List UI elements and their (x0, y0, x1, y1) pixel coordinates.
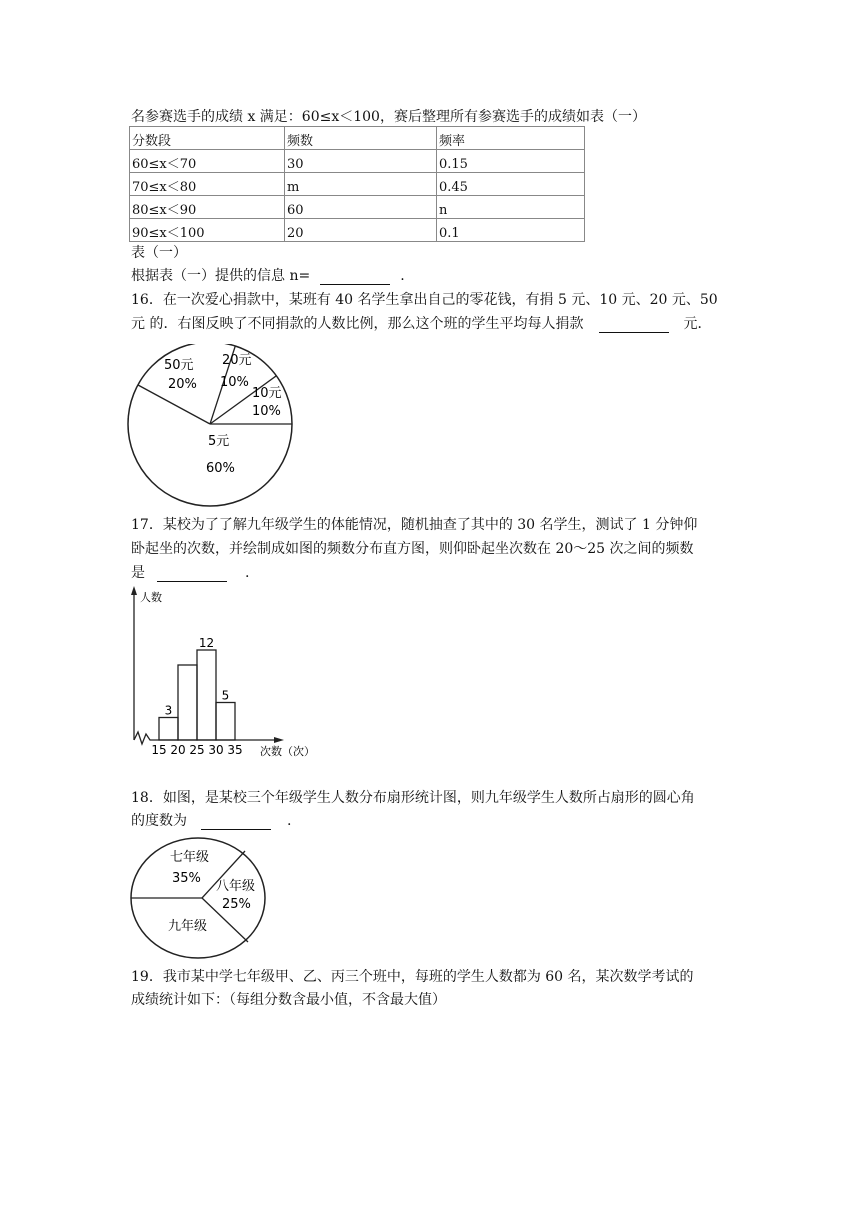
q17-line1: 17．某校为了了解九年级学生的体能情况，随机抽查了其中的 30 名学生，测试了 1 分钟仰 (131, 517, 698, 533)
y-axis-arrow (131, 586, 137, 595)
table-header-cell: 频数 (285, 127, 437, 150)
q17-line3-text: 是 (131, 565, 145, 581)
slice-percent-grade8: 25% (222, 897, 251, 912)
slice-percent-5: 60% (206, 461, 235, 476)
q18-line2-text: 的度数为 (131, 813, 187, 829)
q16-end: 元． (683, 316, 712, 332)
table-cell: n (437, 196, 585, 219)
table-header-cell: 分数段 (130, 127, 285, 150)
answer-blank (201, 815, 271, 830)
table-cell: 0.45 (437, 173, 585, 196)
slice-label-10: 10元 (252, 386, 282, 401)
slice-percent-grade7: 35% (172, 871, 201, 886)
q15-question-text: 根据表（一）提供的信息 n= (131, 268, 311, 284)
q18-line1: 18．如图，是某校三个年级学生人数分布扇形统计图，则九年级学生人数所占扇形的圆心角 (131, 790, 695, 806)
q15-question (131, 267, 405, 285)
donation-pie-chart (126, 344, 298, 512)
q15-end: . (400, 268, 405, 284)
table-row (130, 150, 585, 173)
table-header-row (130, 127, 585, 150)
q17-end: . (245, 565, 250, 581)
bar-value-label: 12 (198, 636, 215, 650)
y-axis-label: 人数 (140, 591, 162, 604)
answer-blank (157, 567, 227, 582)
histogram-bar (216, 703, 235, 741)
x-axis-arrow (274, 737, 284, 743)
table-cell: 60 (285, 196, 437, 219)
bar-value-label: 5 (221, 688, 230, 703)
table-row (130, 173, 585, 196)
answer-blank (320, 270, 390, 285)
table-cell: 70≤x＜80 (130, 173, 285, 196)
slice-label-grade9: 九年级 (168, 919, 208, 934)
table-caption: 表（一） (131, 245, 187, 261)
x-tick-label: 35 (227, 743, 243, 757)
pie-outline (128, 344, 292, 506)
table-cell: 0.15 (437, 150, 585, 173)
slice-percent-10: 10% (252, 404, 281, 419)
q19-line1: 19．我市某中学七年级甲、乙、丙三个班中，每班的学生人数都为 60 名，某次数学考试的 (131, 969, 694, 985)
table-cell: 80≤x＜90 (130, 196, 285, 219)
frequency-table (129, 126, 585, 242)
table-cell: 30 (285, 150, 437, 173)
q17-line2: 卧起坐的次数，并绘制成如图的频数分布直方图，则仰卧起坐次数在 20～25 次之间的频数 (131, 541, 694, 557)
q15-intro: 名参赛选手的成绩 x 满足：60≤x＜100，赛后整理所有参赛选手的成绩如表（一） (131, 109, 646, 125)
q18-end: . (287, 813, 292, 829)
bar-value-label: 3 (164, 703, 173, 718)
slice-label-grade8: 八年级 (216, 879, 256, 894)
grade-pie-chart (128, 836, 268, 962)
q16-line2 (131, 315, 711, 333)
x-tick-label: 25 (189, 743, 205, 757)
q16-line1: 16．在一次爱心捐款中，某班有 40 名学生拿出自己的零花钱，有捐 5 元、10 元、20 元、50 (131, 292, 718, 308)
x-tick-label: 20 (170, 743, 186, 757)
slice-label-grade7: 七年级 (170, 850, 210, 865)
slice-percent-20: 10% (220, 375, 249, 390)
table-cell: 0.1 (437, 219, 585, 242)
x-axis-label: 次数（次） (260, 745, 315, 758)
q18-line2 (131, 812, 291, 830)
answer-blank (599, 318, 669, 333)
slice-label-5: 5元 (208, 434, 230, 449)
q19-line2: 成绩统计如下：（每组分数含最小值，不含最大值） (131, 992, 446, 1008)
table-cell: 60≤x＜70 (130, 150, 285, 173)
slice-label-20: 20元 (222, 353, 252, 368)
table-row (130, 219, 585, 242)
table-row (130, 196, 585, 219)
x-tick-label: 15 (151, 743, 167, 757)
table-cell: 20 (285, 219, 437, 242)
table-cell: m (285, 173, 437, 196)
slice-label-50: 50元 (164, 358, 194, 373)
table-cell: 90≤x＜100 (130, 219, 285, 242)
q17-line3 (131, 564, 249, 582)
histogram-bar (197, 650, 216, 740)
q16-line2-text: 元 的．右图反映了不同捐款的人数比例，那么这个班的学生平均每人捐款 (131, 316, 584, 332)
histogram-bar (178, 665, 197, 740)
slice-percent-50: 20% (168, 377, 197, 392)
table-header-cell: 频率 (437, 127, 585, 150)
x-tick-label: 30 (208, 743, 224, 757)
histogram-bar (159, 718, 178, 741)
situp-histogram (126, 584, 326, 760)
